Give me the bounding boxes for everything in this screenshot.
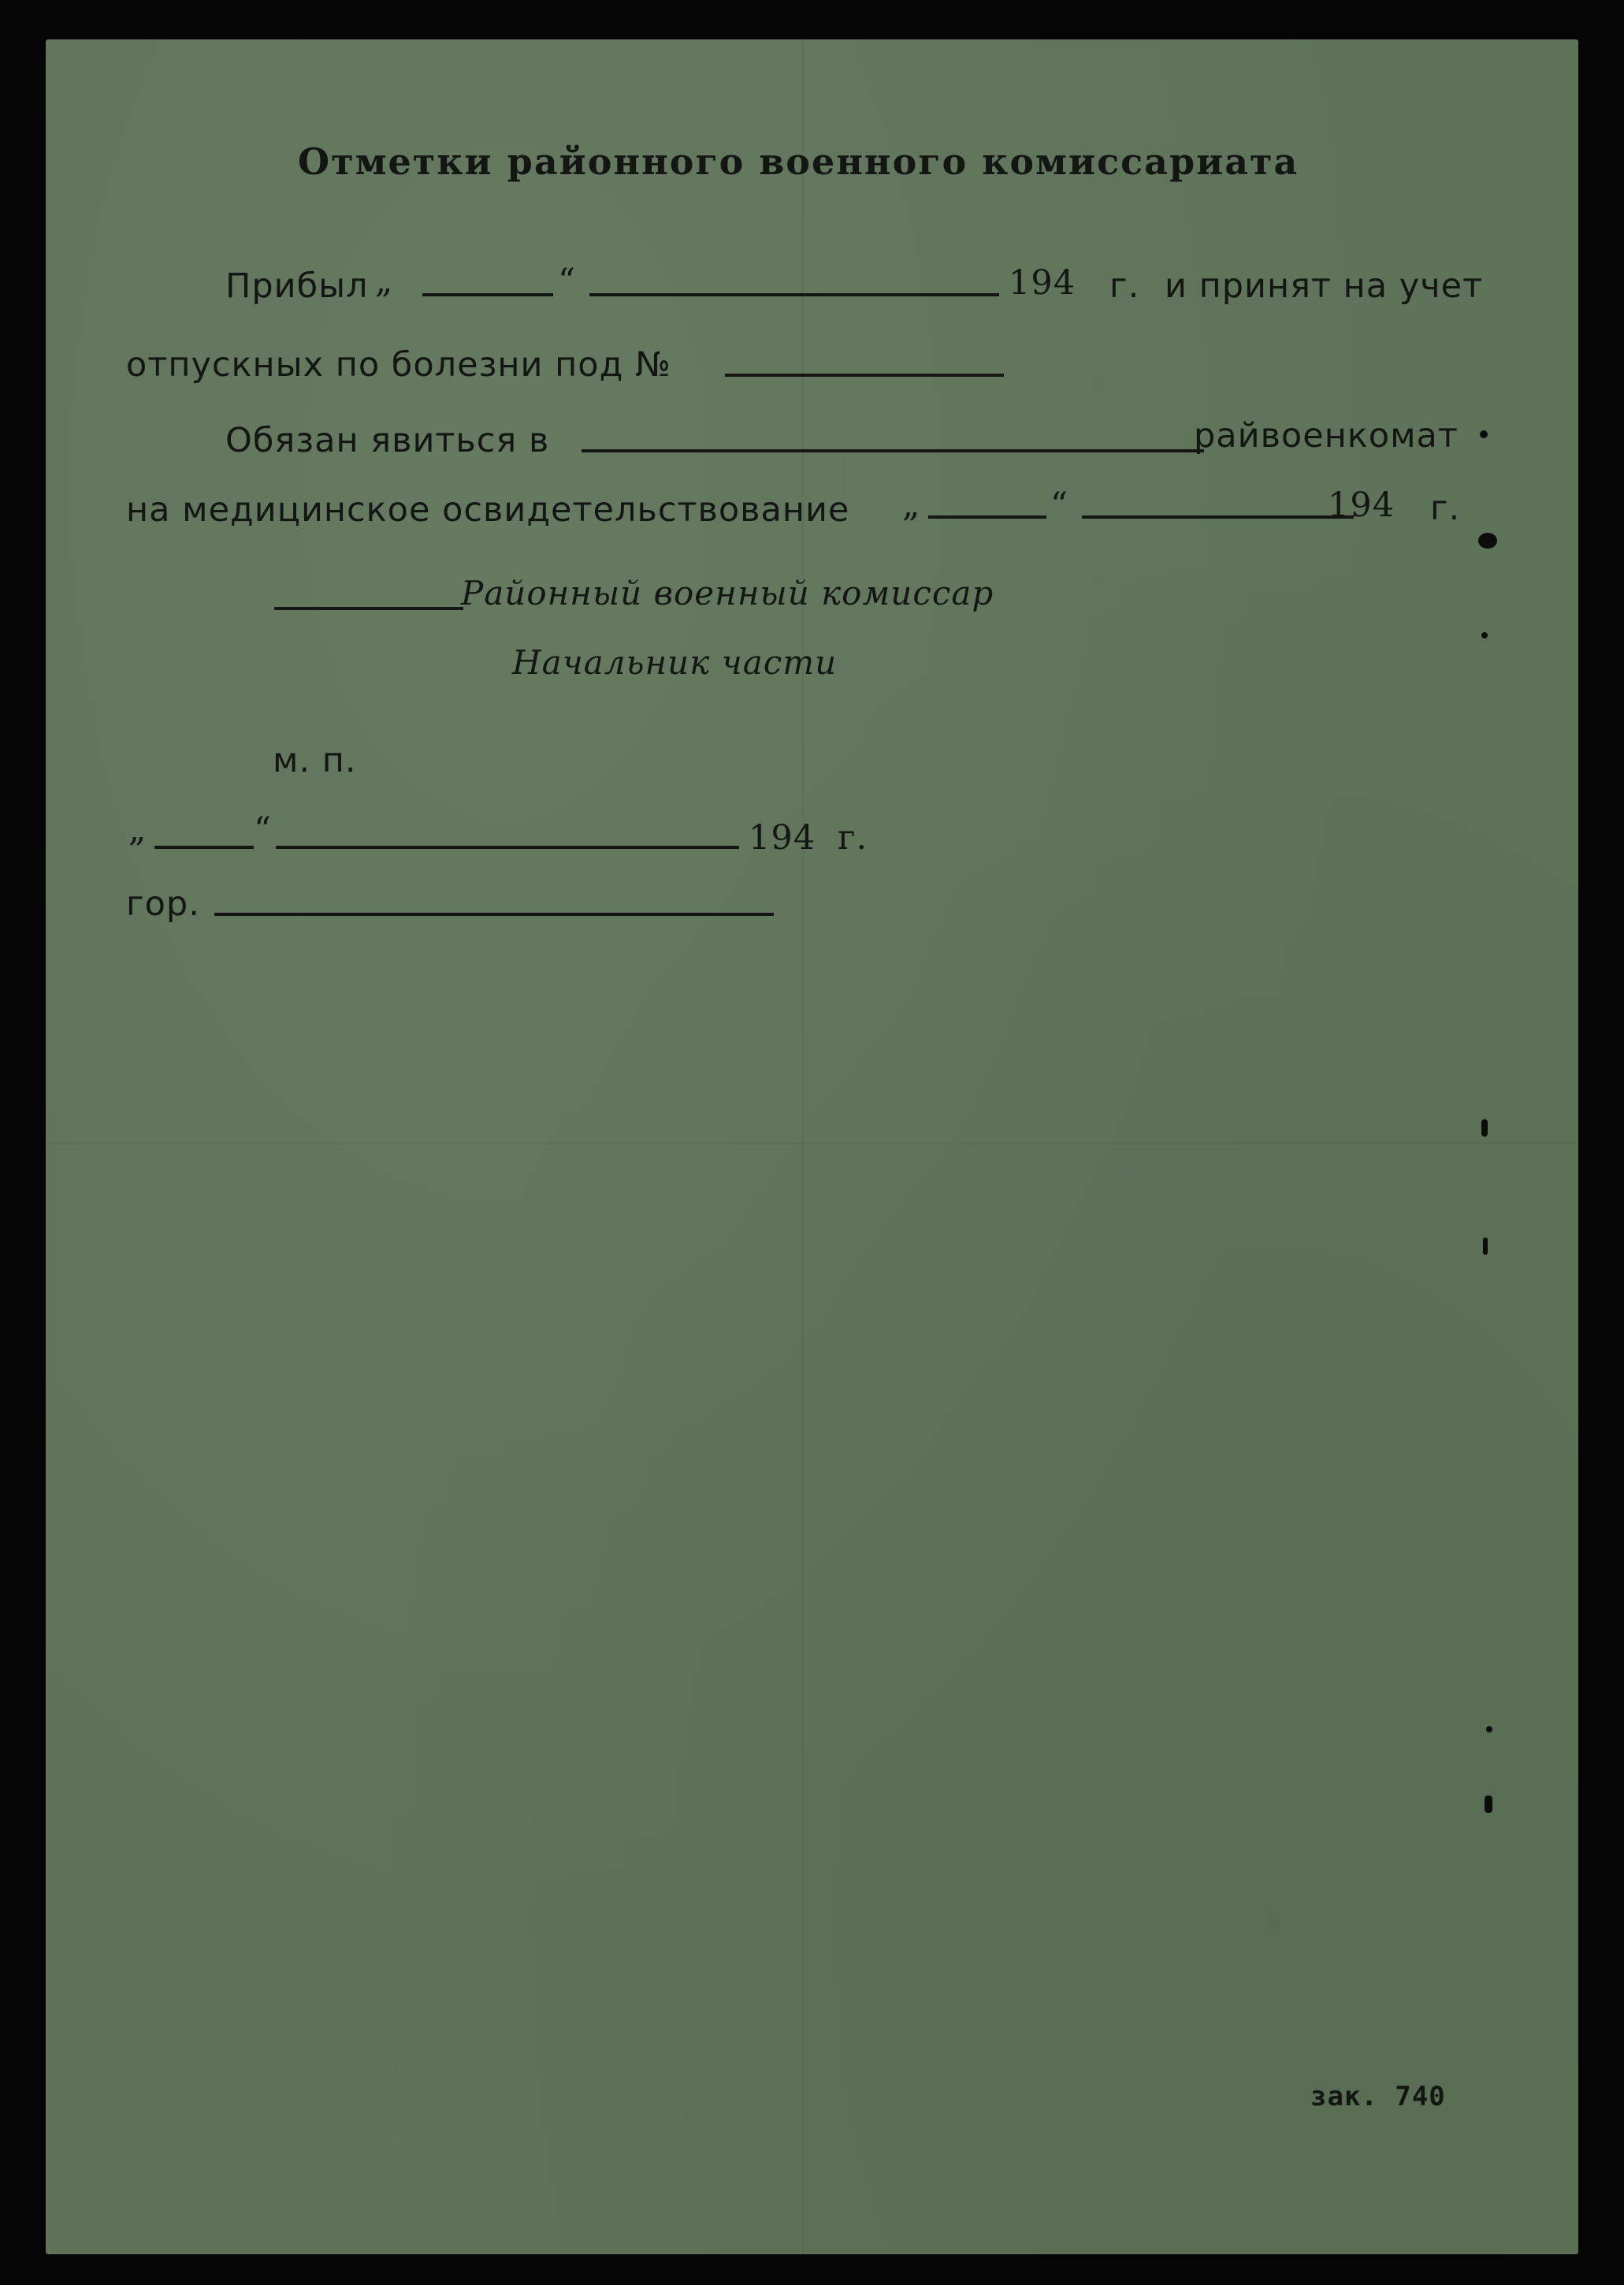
year-suffix-2: г. — [1430, 489, 1461, 528]
open-quote-2: „ — [902, 486, 921, 525]
arrival-month-field[interactable] — [589, 293, 999, 296]
medical-exam-label: на медицинское освидетельствование — [126, 490, 850, 530]
district-office-label: райвоенкомат — [1194, 416, 1459, 456]
arrival-day-field[interactable] — [422, 293, 553, 296]
form-title: Отметки районного военного комиссариата — [298, 140, 1299, 183]
arrived-label: Прибыл — [225, 266, 369, 306]
year-prefix-2: 194 — [1328, 486, 1395, 525]
punch-hole — [1480, 430, 1488, 438]
punch-hole — [1486, 1726, 1492, 1732]
city-field[interactable] — [214, 913, 774, 916]
commissar-signature-field[interactable] — [274, 607, 463, 610]
issue-month-field[interactable] — [276, 846, 739, 849]
must-appear-label: Обязан явиться в — [225, 421, 550, 460]
punch-hole — [1478, 533, 1497, 549]
punch-hole — [1481, 632, 1488, 638]
open-quote: „ — [375, 262, 394, 301]
close-quote: “ — [558, 262, 576, 301]
close-quote-2: “ — [1050, 486, 1068, 525]
document-sheet — [46, 39, 1578, 2254]
year-prefix-3: 194 — [749, 818, 816, 858]
punch-hole — [1485, 1796, 1492, 1813]
fold-crease-horizontal — [46, 1143, 1578, 1144]
year-prefix: 194 — [1009, 263, 1076, 303]
exam-month-field[interactable] — [1082, 515, 1354, 519]
year-suffix-3: г. — [838, 818, 868, 858]
exam-day-field[interactable] — [928, 515, 1046, 519]
commissar-label: Районный военный комиссар — [461, 574, 994, 612]
issue-day-field[interactable] — [154, 846, 254, 849]
punch-hole — [1483, 1237, 1488, 1255]
seal-label: м. п. — [273, 741, 357, 780]
close-quote-3: “ — [254, 810, 272, 850]
sick-leave-label: отпускных по болезни под № — [126, 345, 671, 385]
district-office-field[interactable] — [582, 449, 1204, 452]
punch-hole — [1481, 1119, 1488, 1137]
registration-number-field[interactable] — [725, 374, 1004, 377]
open-quote-3: „ — [128, 810, 147, 850]
city-label: гор. — [126, 884, 200, 924]
fold-crease-vertical — [802, 39, 804, 2254]
accepted-label: и принят на учет — [1165, 266, 1484, 306]
chief-label: Начальник части — [512, 643, 838, 682]
year-suffix: г. — [1109, 266, 1140, 306]
order-number: зак. 740 — [1310, 2081, 1446, 2112]
